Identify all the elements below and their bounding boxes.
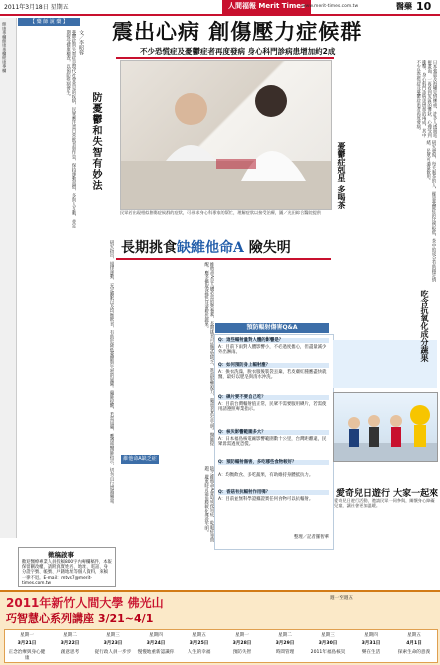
qa-answer: A：均衡飲食、多吃蔬果，有助維持身體抵抗力。 (218, 473, 314, 478)
section-name: 醫藥 (396, 2, 412, 11)
event-photo (333, 392, 438, 462)
qa-question: Q：預防輻射傷害，多吃哪些食物較好？ (218, 460, 329, 465)
left-headline: 防憂鬱和失智有妙法 (90, 92, 101, 191)
photo-illustration (121, 61, 331, 209)
qa-answer: A：目前下雨對人體影響小，不必過度擔心，但盡量減少外出淋雨。 (218, 345, 327, 356)
secondary-headline-highlight: 缺維他命A (177, 240, 244, 256)
page-number: 10 (416, 0, 432, 13)
event-headline: 愛奇兒日遊行 大家一起來 (336, 489, 439, 499)
schedule-date: 3月31日 (361, 641, 381, 646)
schedule-date: 3月21日 (17, 641, 37, 646)
secondary-article-body: 維他命A是人體必需的營養素，長期挑食可能導致缺乏，進而影響視力，嚴重者甚至失明。醫師提醒，應多攝取深綠色及黃橙色蔬果。 (203, 262, 214, 446)
left-margin-text: 健康專欄健康專欄健康專欄 (2, 22, 8, 73)
right-column-title: 憂鬱症剋星 多喝茶 (337, 142, 347, 209)
schedule-topic: 從行政人員一步步 (94, 650, 132, 655)
schedule-weekday: 星期三 (106, 633, 120, 638)
qa-title: 預防輻射傷害Q&A (215, 323, 329, 333)
secondary-headline-suffix: 險失明 (243, 240, 291, 256)
secondary-rule (116, 258, 331, 260)
photo-caption: 民眾若出現相似創傷症候群的症狀，可尋求身心科專家的幫忙，理解症狀以接受治療，圖／光田綜合醫院提供 (120, 210, 322, 215)
headline-rule (116, 57, 334, 59)
qa-answer: A：換衣洗澡，脫衣服後裝袋丟棄，若皮膚紅腫應盡快就醫，最好以肥皂與清水沖洗。 (218, 370, 327, 381)
website-address: www.merit-times.com.tw (302, 4, 359, 9)
schedule-weekday: 星期四 (149, 633, 163, 638)
event-article-body: 愛奇兒日遊行活動，邀請民眾一同參與，關懷身心障礙兒童，讓社會更加溫暖。 (334, 498, 435, 509)
qa-question: Q：香菇有抗輻射作用嗎？ (218, 490, 329, 495)
qa-answer: A：目前並無科學證據證實任何食物可以抗輻射。 (218, 497, 314, 502)
issue-date: 2011年3月18日 星期五 (4, 4, 69, 11)
schedule-topic: 探索生命的意義 (397, 650, 431, 655)
main-headline: 震出心病 創傷壓力症候群 (112, 19, 363, 44)
newspaper-brand: 人間福報 Merit Times (222, 0, 311, 14)
schedule-date: 3月25日 (189, 641, 209, 646)
schedule-date: 4月1日 (406, 641, 422, 646)
schedule-weekday: 星期三 (321, 633, 335, 638)
ad-week-label: 週一至週五 (330, 596, 353, 601)
qa-question: Q：如何預防身上輻射塵？ (218, 363, 329, 368)
qa-answer: A：目前台灣輻射值正常，民眾不需要服用碘片，若需使用請遵照專業指示。 (218, 402, 327, 413)
right-article-body: 研究發現，每天喝茶的人，罹患憂鬱症的比例較低，茶中的成分有助穩定情緒，民眾可適量飲用。 (425, 140, 436, 282)
schedule-date: 3月29日 (275, 641, 295, 646)
qa-credit: 整理／記者羅智華 (293, 535, 329, 540)
schedule-topic: 樂在生活 (361, 650, 381, 655)
main-subheadline: 不少恐慌症及憂鬱症者再度發病 身心科門診病患增加約2成 (140, 47, 336, 56)
schedule-date: 3月30日 (318, 641, 338, 646)
left-article-body: 憂鬱症與失智症是現代社會常見的疾病，民眾應注意日常飲食與作息，保持運動習慣，多與人互動，並定期接受健康檢查，以預防疾病發生。 (65, 30, 76, 228)
ad-subtitle: 巧智慧心系列講座 3/21~4/1 (6, 612, 154, 625)
schedule-weekday: 星期五 (192, 633, 206, 638)
left-article-body-2: 研究指出，規律運動、充足睡眠以及均衡飲食，有助於降低憂鬱與失智的風險。藥師提醒，若需用藥，應遵照醫師指示，切勿自行增減藥量。 (109, 240, 114, 507)
schedule-topic: 人生的幸福 (187, 650, 211, 655)
qa-box (214, 334, 334, 550)
call-for-papers-title: 徵稿啟事 (48, 551, 74, 559)
secondary-headline-prefix: 長期挑食 (121, 240, 177, 256)
schedule-topic: 預防失智 (232, 650, 252, 655)
schedule-date: 3月22日 (60, 641, 80, 646)
schedule-weekday: 星期二 (63, 633, 77, 638)
secondary-headline (121, 237, 291, 257)
vitamin-a-box-label: 維他命A缺乏症 (121, 455, 159, 464)
schedule-topic: 慢慢地重新認識你 (137, 650, 175, 655)
column-tag: 【 藥 師 說 藥 】 (18, 18, 80, 26)
schedule-topic: 創意思考 (60, 650, 80, 655)
schedule-topic: 正念治療與身心健康 (8, 650, 46, 661)
call-for-papers-text: 歡迎醫療專業人員投稿800字內專欄稿件，本報保留刪改權，請附真實姓名、地址、電話、身分證字號、帳號、戶籍地址等個人資料，來稿一律不退。E-mail：mtvs7@merit-times.com.tw (22, 560, 112, 586)
doctor-patient-photo (120, 60, 332, 210)
event-photo-illustration (334, 393, 437, 461)
schedule-topic: 2011年福島核災 (310, 650, 346, 655)
schedule-date: 3月23日 (103, 641, 123, 646)
schedule-weekday: 星期四 (364, 633, 378, 638)
column-author: 文／李昭蓉 (78, 30, 84, 55)
schedule-date: 3月28日 (232, 641, 252, 646)
qa-question: Q：這些輻射量對人體的影響是？ (218, 338, 329, 343)
lecture-schedule-table (4, 629, 438, 663)
schedule-topic: 時間管理 (275, 650, 295, 655)
ad-title: 2011年新竹人間大學 佛光山 (6, 596, 164, 610)
qa-question: Q：核災影響範圍多大？ (218, 430, 329, 435)
schedule-weekday: 星期一 (235, 633, 249, 638)
main-article-body: 日本強震及海嘯災情慘重，許多人透過電視畫面，一再看到災區的慘狀，心理受到衝擊，身心科門診病患增加約兩成，其中不少是恐慌症及憂鬱症患者再度發病。 (415, 60, 437, 138)
right-side-title: 吃含抗氧化成分蔬果 (420, 290, 430, 362)
qa-question: Q：碘片要不要自己吃？ (218, 395, 329, 400)
schedule-weekday: 星期一 (20, 633, 34, 638)
schedule-weekday: 星期二 (278, 633, 292, 638)
schedule-weekday: 星期五 (407, 633, 421, 638)
qa-answer: A：日本福島核電廠影響範圍數十公里，台灣距離遠，民眾毋需過度恐慌。 (218, 437, 327, 448)
schedule-date: 3月24日 (146, 641, 166, 646)
vitamin-a-box-body: 缺乏維他命A會造成夜盲症、乾眼症等問題，嚴重時可能角膜軟化導致失明。 (203, 466, 214, 543)
